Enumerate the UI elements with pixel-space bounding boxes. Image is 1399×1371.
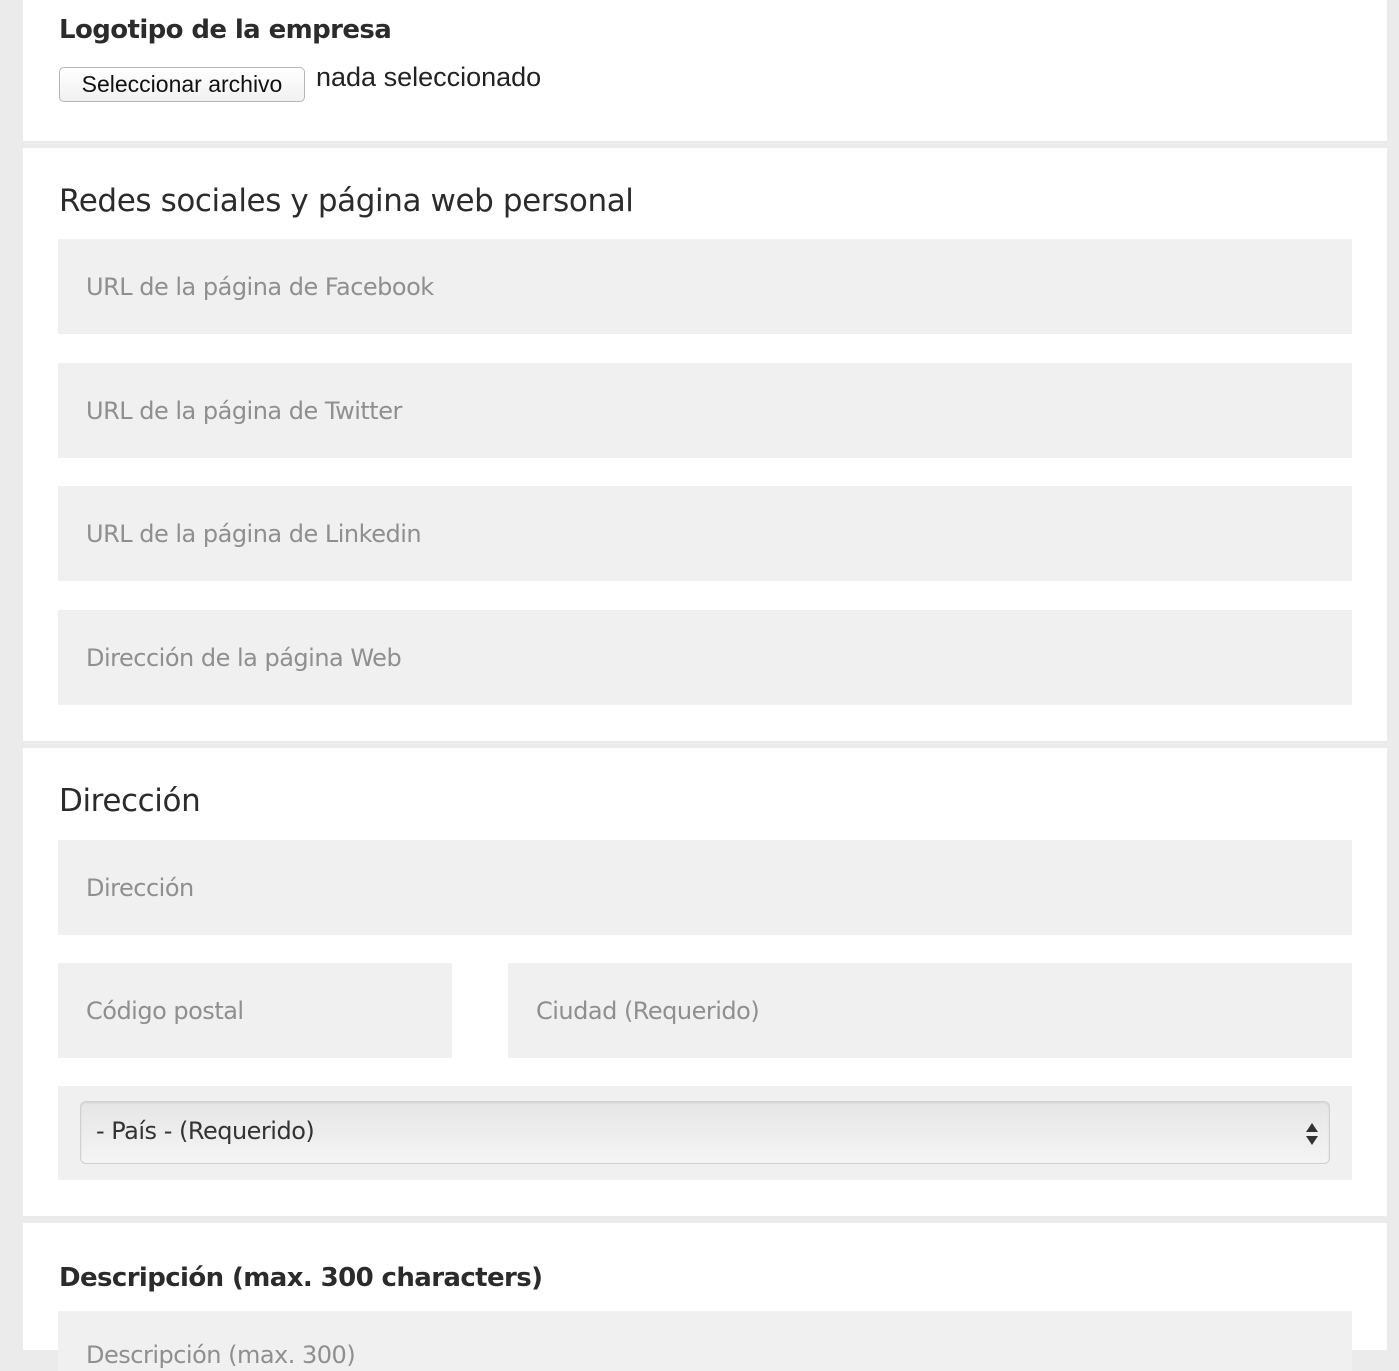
description-label: Descripción (max. 300 characters) [59,1263,543,1293]
address-input[interactable] [58,840,1352,935]
city-input[interactable] [508,963,1352,1058]
social-links-panel [23,148,1387,741]
facebook-url-input[interactable] [58,239,1352,334]
website-url-input[interactable] [58,610,1352,705]
address-section-title: Dirección [59,783,201,819]
company-logo-panel [23,0,1387,141]
choose-file-button[interactable]: Seleccionar archivo [59,67,305,102]
description-textarea[interactable] [58,1311,1352,1371]
company-logo-label: Logotipo de la empresa [59,15,392,45]
address-panel [23,748,1387,1216]
profile-form [23,0,1387,1350]
country-select-value: - País - (Requerido) [96,1117,315,1145]
country-select-container [58,1086,1352,1180]
description-panel [23,1223,1387,1350]
postal-code-input[interactable] [58,963,452,1058]
up-down-arrows-icon [1305,1120,1319,1148]
country-select[interactable] [80,1101,1330,1164]
linkedin-url-input[interactable] [58,486,1352,581]
social-section-title: Redes sociales y página web personal [59,183,634,219]
twitter-url-input[interactable] [58,363,1352,458]
file-status-text: nada seleccionado [316,62,542,92]
